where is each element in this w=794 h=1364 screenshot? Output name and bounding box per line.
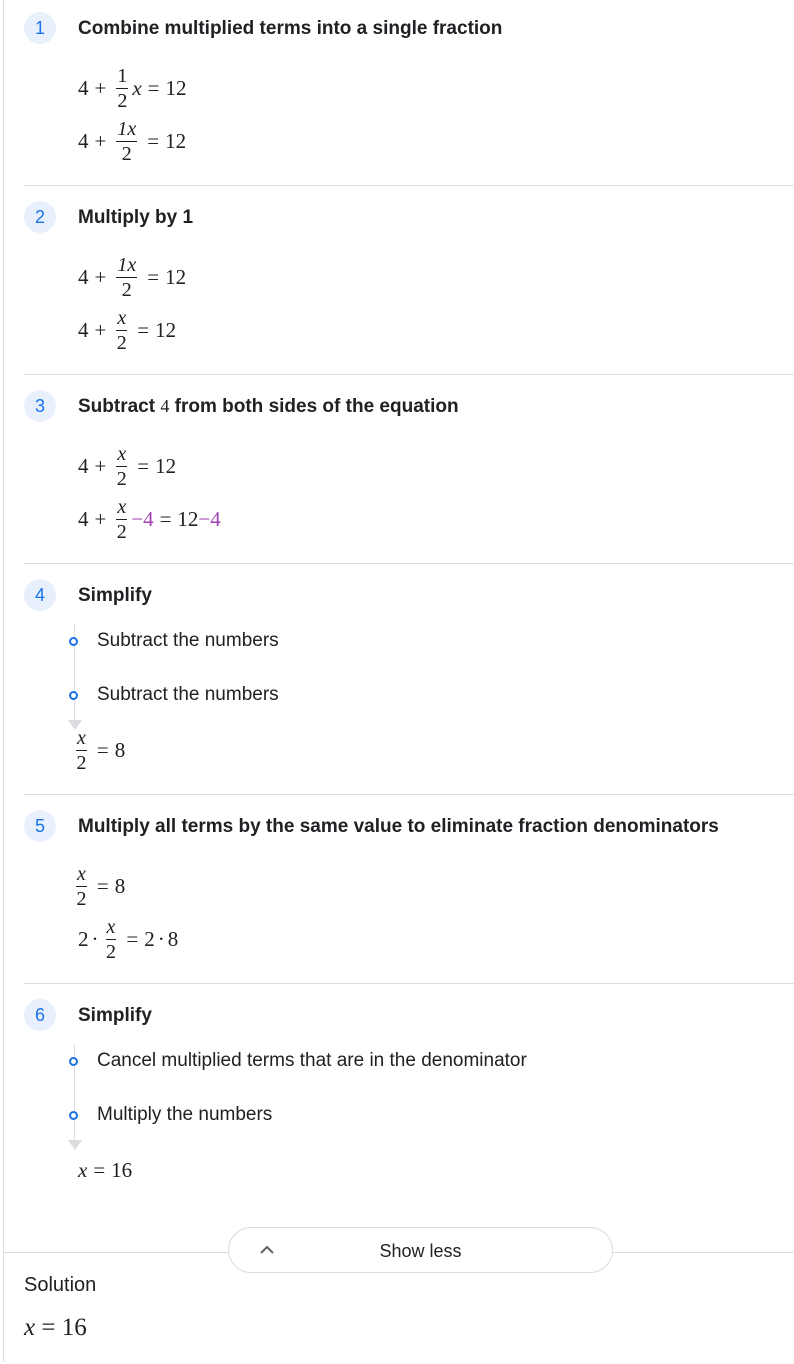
step-divider bbox=[24, 185, 794, 186]
step-divider bbox=[24, 983, 794, 984]
step-number: 5 bbox=[24, 810, 56, 842]
arrow-down-icon bbox=[68, 1140, 82, 1150]
equation: $\frac{x}{2}$ = 8 bbox=[76, 863, 126, 910]
step-title: Combine multiplied terms into a single fraction bbox=[78, 18, 503, 39]
step-number: 2 bbox=[24, 201, 56, 233]
step-title: Multiply all terms by the same value to eliminate fraction denominators bbox=[78, 816, 719, 837]
step-number: 1 bbox=[24, 12, 56, 44]
step-divider bbox=[24, 794, 794, 795]
step-title: Subtract 4 from both sides of the equation bbox=[78, 396, 459, 417]
substep-item[interactable]: Subtract the numbers bbox=[97, 684, 279, 705]
solution-label: Solution bbox=[24, 1274, 97, 1296]
section-divider bbox=[4, 1252, 228, 1253]
step-number: 3 bbox=[24, 390, 56, 422]
step-title: Simplify bbox=[78, 585, 152, 606]
substep-item[interactable]: Multiply the numbers bbox=[97, 1104, 273, 1125]
step-number: 4 bbox=[24, 579, 56, 611]
solution-value: x = 16 bbox=[24, 1314, 87, 1341]
show-less-button[interactable] bbox=[228, 1227, 613, 1273]
equation: 4 + $\frac{x}{2}$ = 12 bbox=[78, 443, 177, 490]
section-divider bbox=[613, 1252, 794, 1253]
substep-item[interactable]: Subtract the numbers bbox=[97, 630, 279, 651]
step-divider bbox=[24, 374, 794, 375]
equation: 4 + $\frac{1x}{2}$ = 12 bbox=[78, 254, 187, 301]
substep-expand-icon[interactable] bbox=[69, 1111, 78, 1120]
equation: $\frac{x}{2}$ = 8 bbox=[76, 727, 126, 774]
substep-expand-icon[interactable] bbox=[69, 637, 78, 646]
step-number: 6 bbox=[24, 999, 56, 1031]
equation: 4 + $\frac{1}{2}$ x = 12 bbox=[78, 65, 187, 112]
equation: 4 + $\frac{x}{2}$ = 12 bbox=[78, 307, 177, 354]
equation: 4 + $\frac{x}{2}$ −4 = 12 −4 bbox=[78, 496, 221, 543]
show-less-label: Show less bbox=[379, 1241, 462, 1261]
step-title: Simplify bbox=[78, 1005, 152, 1026]
equation: x = 16 bbox=[78, 1158, 133, 1182]
step-divider bbox=[24, 563, 794, 564]
substep-expand-icon[interactable] bbox=[69, 1057, 78, 1066]
substep-item[interactable]: Cancel multiplied terms that are in the denominator bbox=[97, 1050, 527, 1071]
substep-expand-icon[interactable] bbox=[69, 691, 78, 700]
equation: 2 · $\frac{x}{2}$ = 2 · 8 bbox=[78, 916, 179, 963]
equation: 4 + $\frac{1x}{2}$ = 12 bbox=[78, 118, 187, 165]
step-title: Multiply by 1 bbox=[78, 207, 194, 228]
